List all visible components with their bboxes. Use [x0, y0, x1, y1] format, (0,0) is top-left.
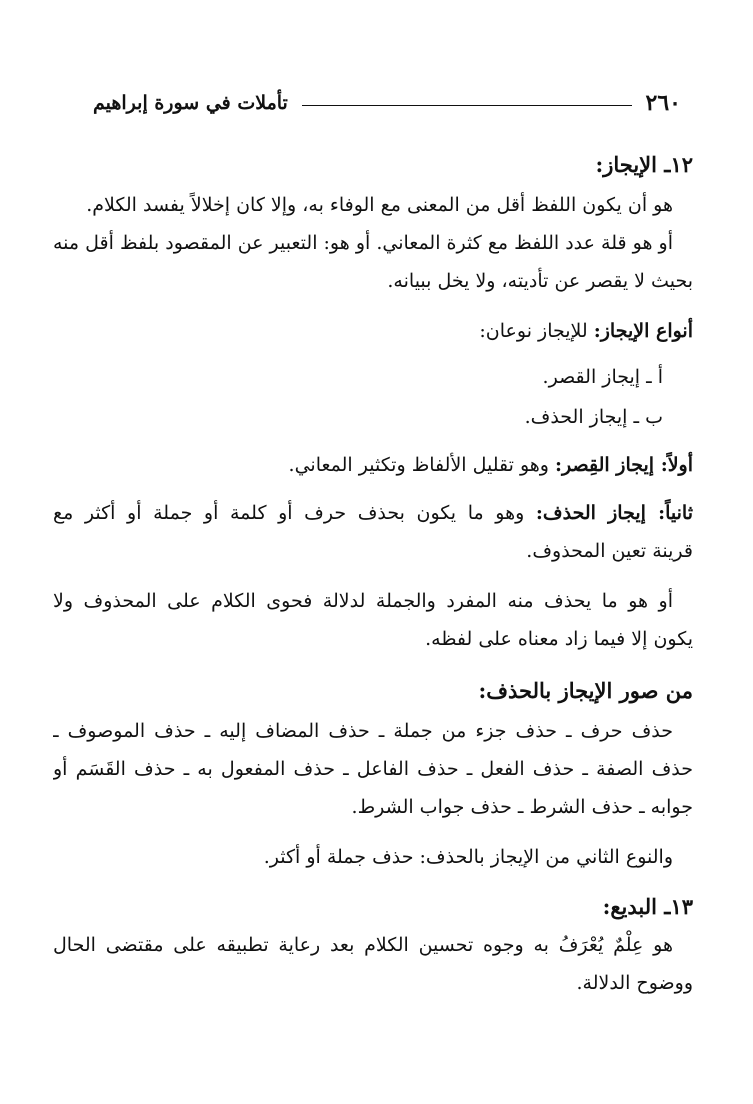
type-b: ب ـ إيجاز الحذف.	[524, 406, 663, 428]
section-13-def-line1: هو عِلْمٌ يُعْرَفُ به وجوه تحسين الكلام بعد رعاية تطبيقه على مقتضى الحال	[53, 934, 673, 956]
first-type-label: أولاً: إيجاز القِصر:	[555, 454, 693, 476]
types-label: أنواع الإيجاز:	[593, 320, 693, 342]
forms-line2: حذف الصفة ـ حذف الفعل ـ حذف الفاعل ـ حذف المفعول به ـ حذف القَسَم أو	[53, 758, 693, 780]
forms-heading: من صور الإيجاز بالحذف:	[478, 678, 693, 703]
type-a: أ ـ إيجاز القصر.	[542, 366, 663, 388]
second-type-line1	[53, 498, 693, 528]
book-title: تأملات في سورة إبراهيم	[93, 92, 288, 114]
second-type-label: ثانياً: إيجاز الحذف:	[535, 502, 693, 524]
second-type-text-1: وهو ما يكون بحذف حرف أو كلمة أو جملة أو أكثر مع	[53, 502, 525, 524]
section-12-def1: هو أن يكون اللفظ أقل من المعنى مع الوفاء به، وإلا كان إخلالاً يفسد الكلام.	[86, 194, 673, 216]
forms-line1: حذف حرف ـ حذف جزء من جملة ـ حذف المضاف إليه ـ حذف الموصوف ـ	[53, 720, 673, 742]
alt-def-line1: أو هو ما يحذف منه المفرد والجملة لدلالة فحوى الكلام على المحذوف ولا	[53, 590, 673, 612]
forms-line3: جوابه ـ حذف الشرط ـ حذف جواب الشرط.	[351, 796, 693, 818]
running-header	[93, 86, 681, 120]
section-12-def2-line1: أو هو قلة عدد اللفظ مع كثرة المعاني. أو هو: التعبير عن المقصود بلفظ أقل منه	[53, 232, 673, 254]
section-12-def2-line2: بحيث لا يقصر عن تأديته، ولا يخل ببيانه.	[387, 270, 693, 292]
first-type-text: وهو تقليل الألفاظ وتكثير المعاني.	[288, 454, 549, 476]
types-text: للإيجاز نوعان:	[479, 320, 588, 342]
header-rule	[302, 105, 632, 106]
page-number: ٢٦٠	[645, 90, 681, 116]
second-type-of-deletion: والنوع الثاني من الإيجاز بالحذف: حذف جملة أو أكثر.	[263, 846, 673, 868]
section-13-def-line2: ووضوح الدلالة.	[576, 972, 693, 994]
section-12-heading: ١٢ـ الإيجاز:	[595, 152, 693, 177]
first-type-line	[53, 450, 693, 480]
section-13-heading: ١٣ـ البديع:	[602, 894, 693, 919]
alt-def-line2: يكون إلا فيما زاد معناه على لفظه.	[425, 628, 693, 650]
second-type-line2: قرينة تعين المحذوف.	[526, 540, 693, 562]
types-line	[53, 316, 693, 346]
